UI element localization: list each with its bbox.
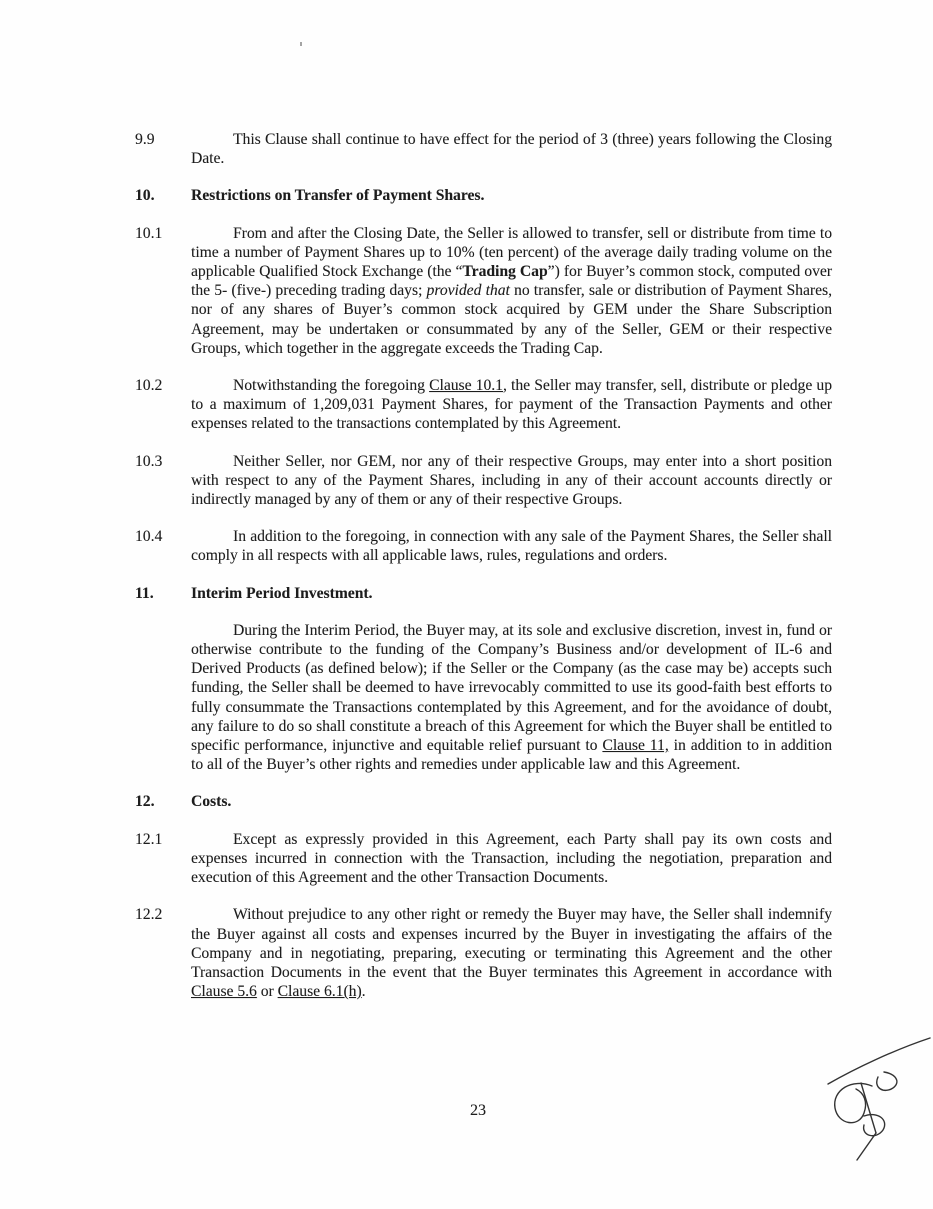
clause-10-heading-row: [135, 186, 832, 205]
clause-number: 12.2: [135, 906, 163, 924]
clause-number: 10.1: [135, 224, 163, 242]
clause-number: 10.3: [135, 452, 163, 470]
clause-text: Neither Seller, nor GEM, nor any of their respective Groups, may enter into a short position with respect to any of the Payment Shares, including in any of their account accounts directly or indirectly managed by any of them or any of their respective Groups.: [191, 452, 832, 509]
clause-number: 12.: [135, 793, 155, 811]
clause-12-2-row: [135, 905, 832, 1001]
clause-text: Notwithstanding the foregoing Clause 10.1, the Seller may transfer, sell, distribute or pledge up to a maximum of 1,209,031 Payment Shares, for payment of the Transaction Payments and other expenses related to the transactions contemplated by this Agreement.: [191, 377, 832, 433]
clause-11-heading-row: [135, 584, 832, 603]
page-number: 23: [470, 1102, 486, 1119]
clause-text: Without prejudice to any other right or remedy the Buyer may have, the Seller shall indemnify the Buyer against all costs and expenses incurred by the Buyer in investigating the affairs of the Company and in negotiating, preparing, executing or terminating this Agreement and the other Transaction Documents in the event that the Buyer terminates this Agreement in accordance with Clause 5.6 or Clause 6.1(h).: [191, 906, 832, 1001]
clause-11-paragraph-row: [135, 621, 832, 775]
clause-number: 9.9: [135, 131, 155, 148]
clause-text: In addition to the foregoing, in connection with any sale of the Payment Shares, the Seller shall comply in all respects with all applicable laws, rules, regulations and orders.: [191, 528, 832, 565]
clause-number: 11.: [135, 584, 154, 602]
clause-heading-text: Costs.: [191, 793, 232, 811]
clause-12-heading-row: [135, 792, 832, 811]
clause-text: During the Interim Period, the Buyer may, at its sole and exclusive discretion, invest in, fund or otherwise contribute to the funding of the Company’s Business and/or development of IL-6 and Derived Products (as defined below); if the Seller or the Company (as the case may be) accepts such funding, the Seller shall be deemed to have irrevocably committed to use its good-faith best efforts to fully consummate the Transactions contemplated by this Agreement, and for the avoidance of doubt, any failure to do so shall constitute a breach of this Agreement for which the Buyer shall be entitled to specific performance, injunctive and equitable relief pursuant to Clause 11, in addition to in addition to all of the Buyer’s other rights and remedies under applicable law and this Agreement.: [191, 621, 833, 774]
clause-12-1-row: [135, 830, 832, 888]
clause-text: From and after the Closing Date, the Seller is allowed to transfer, sell or distribute from time to time a number of Payment Shares up to 10% (ten percent) of the average daily trading volume on the applicable Qualified Stock Exchange (the “Trading Cap”) for Buyer’s common stock, computed over the 5- (five-) preceding trading days; provided that no transfer, sale or distribution of Payment Shares, nor of any shares of Buyer’s common stock acquired by GEM under the Share Subscription Agreement, may be undertaken or consummated by any of the Seller, GEM or their respective Groups, which together in the aggregate exceeds the Trading Cap.: [191, 224, 832, 357]
clause-10-4-row: [135, 527, 832, 565]
clause-number: 10.2: [135, 377, 163, 395]
clause-number: [135, 621, 191, 775]
clause-10-3-row: [135, 452, 832, 510]
clause-heading-text: Restrictions on Transfer of Payment Shares.: [191, 187, 485, 205]
handwritten-signature-icon: [806, 1020, 933, 1165]
clause-number: 12.1: [135, 830, 163, 848]
clause-number: 10.: [135, 187, 155, 205]
contract-body: [135, 130, 832, 1019]
clause-text: This Clause shall continue to have effect for the period of 3 (three) years following the Closing Date.: [191, 131, 832, 168]
clause-9-9-row: [135, 130, 832, 168]
scan-artifact-speck: [300, 42, 302, 46]
clause-heading-text: Interim Period Investment.: [191, 584, 373, 602]
clause-text: Except as expressly provided in this Agreement, each Party shall pay its own costs and expenses incurred in connection with the Transaction, including the negotiation, preparation and execution of this Agreement and the other Transaction Documents.: [191, 830, 832, 887]
clause-10-1-row: [135, 224, 832, 358]
clause-10-2-row: [135, 376, 832, 434]
clause-number: 10.4: [135, 528, 163, 546]
